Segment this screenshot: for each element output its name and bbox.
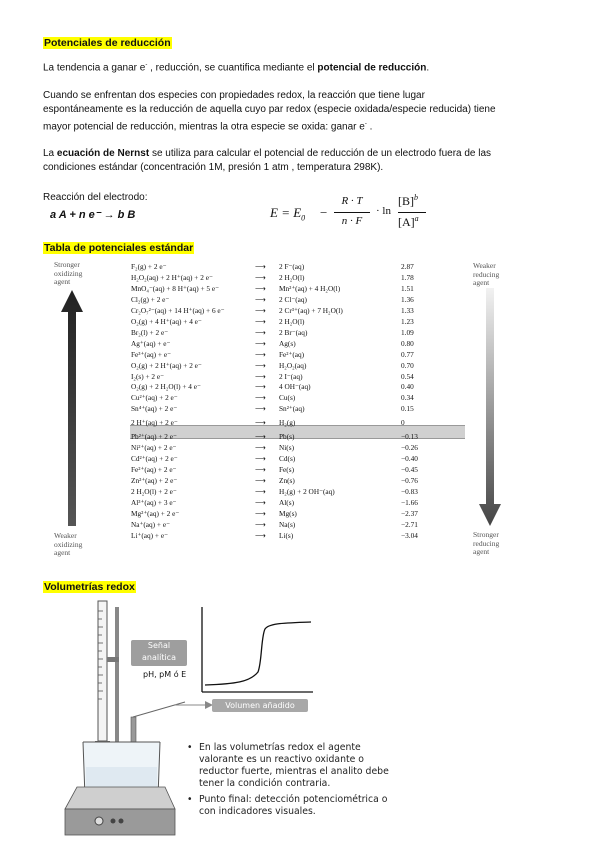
cell-val: 1.78 xyxy=(401,272,414,282)
table-row xyxy=(131,361,511,371)
table-row xyxy=(131,476,511,486)
cell-prod: Ni(s) xyxy=(279,443,294,453)
cell-prod: Mn²⁺(aq) + 4 H₂O(l) xyxy=(279,283,341,293)
cell-prod: Na(s) xyxy=(279,519,296,529)
table-row xyxy=(131,273,511,283)
table-row xyxy=(131,262,511,272)
paragraph-3: La ecuación de Nernst se utiliza para calcular el potencial de reducción de un electrodo fuera de las condiciones estándar (concentración 1M, presión 1 atm , temperatura 298K). xyxy=(43,148,492,173)
cell-arrow: ⟶ xyxy=(255,371,266,381)
cell-arrow: ⟶ xyxy=(255,487,266,496)
cell-prod: H₂(g) xyxy=(279,418,296,428)
label-weaker-reducing: Weaker reducing agent xyxy=(473,261,500,287)
cell-half: Ni²⁺(aq) + 2 e⁻ xyxy=(131,443,177,453)
titration-bullets xyxy=(185,742,415,818)
table-row xyxy=(131,509,511,519)
cell-prod: Ag(s) xyxy=(279,338,296,348)
paragraph-1: La tendencia a ganar e- , reducción, se cuantifica mediante el potencial de reducción. xyxy=(43,62,430,74)
cell-arrow: ⟶ xyxy=(255,418,266,428)
cell-val: −0.76 xyxy=(401,476,418,486)
cell-arrow: ⟶ xyxy=(255,393,266,403)
table-row xyxy=(131,284,511,294)
reaction-label: Reacción del electrodo: xyxy=(43,192,148,203)
table-row xyxy=(131,418,511,428)
cell-half: Na⁺(aq) + e⁻ xyxy=(131,519,170,529)
cell-arrow: ⟶ xyxy=(255,294,266,304)
cell-arrow: ⟶ xyxy=(255,476,266,486)
table-row xyxy=(131,350,511,360)
cell-val: 2.87 xyxy=(401,262,414,271)
cell-half: 2 H⁺(aq) + 2 e⁻ xyxy=(131,418,178,428)
cell-half: F₂(g) + 2 e⁻ xyxy=(131,262,167,271)
cell-arrow: ⟶ xyxy=(255,338,266,348)
table-row xyxy=(131,404,511,414)
cell-half: Fe²⁺(aq) + 2 e⁻ xyxy=(131,465,177,475)
cell-half: Cl₂(g) + 2 e⁻ xyxy=(131,294,170,304)
cell-val: −2.71 xyxy=(401,519,418,529)
cell-half: Pb²⁺(aq) + 2 e⁻ xyxy=(131,432,177,442)
cell-val: −0.26 xyxy=(401,443,418,453)
cell-arrow: ⟶ xyxy=(255,404,266,414)
cell-val: −1.66 xyxy=(401,497,418,507)
cell-val: 0.40 xyxy=(401,382,414,392)
cell-prod: 2 Cr³⁺(aq) + 7 H₂O(l) xyxy=(279,305,343,315)
cell-prod: H₂O₂(aq) xyxy=(279,360,307,370)
cell-val: −0.45 xyxy=(401,465,418,475)
cell-half: 2 H₂O(l) + 2 e⁻ xyxy=(131,487,177,496)
bullet-2: • Punto final: detección potenciométrica o con indicadores visuales. xyxy=(187,794,388,817)
cell-val: 0 xyxy=(401,418,405,428)
table-row xyxy=(131,382,511,392)
table-row xyxy=(131,454,511,464)
cell-arrow: ⟶ xyxy=(255,272,266,282)
cell-half: Zn²⁺(aq) + 2 e⁻ xyxy=(131,476,178,486)
signal-label-box: Señal analítica xyxy=(131,640,187,666)
cell-val: 1.09 xyxy=(401,327,414,337)
table-row xyxy=(131,295,511,305)
cell-half: Cr₂O₇²⁻(aq) + 14 H⁺(aq) + 6 e⁻ xyxy=(131,305,225,315)
label-weaker-oxidizing: Weaker oxidizing agent xyxy=(54,531,83,557)
cell-val: −0.13 xyxy=(401,432,418,442)
cell-prod: Fe²⁺(aq) xyxy=(279,349,305,359)
cell-prod: 2 Br⁻(aq) xyxy=(279,327,308,337)
table-row xyxy=(131,317,511,327)
cell-val: −0.40 xyxy=(401,454,418,464)
section-title-standard-potentials: Tabla de potenciales estándar xyxy=(44,242,194,254)
cell-arrow: ⟶ xyxy=(255,382,266,392)
arrow-up-oxidizing-strength xyxy=(60,290,84,526)
label-stronger-reducing: Stronger reducing agent xyxy=(473,530,500,556)
cell-arrow: ⟶ xyxy=(255,530,266,540)
table-row xyxy=(131,432,511,442)
cell-arrow: ⟶ xyxy=(255,454,266,464)
cell-prod: Li(s) xyxy=(279,530,294,540)
cell-arrow: ⟶ xyxy=(255,443,266,453)
cell-prod: Fe(s) xyxy=(279,465,294,475)
cell-val: 0.70 xyxy=(401,360,414,370)
cell-arrow: ⟶ xyxy=(255,465,266,475)
cell-val: 0.34 xyxy=(401,393,414,403)
table-row xyxy=(131,520,511,530)
cell-val: 1.51 xyxy=(401,283,414,293)
cell-val: −0.83 xyxy=(401,487,418,496)
table-row xyxy=(131,328,511,338)
cell-val: 0.77 xyxy=(401,349,414,359)
cell-val: −3.04 xyxy=(401,530,418,540)
cell-val: 0.54 xyxy=(401,371,414,381)
cell-arrow: ⟶ xyxy=(255,283,266,293)
cell-arrow: ⟶ xyxy=(255,497,266,507)
cell-prod: H₂(g) + 2 OH⁻(aq) xyxy=(279,487,335,496)
cell-arrow: ⟶ xyxy=(255,432,266,442)
label-stronger-oxidizing: Stronger oxidizing agent xyxy=(54,260,83,286)
cell-val: 0.80 xyxy=(401,338,414,348)
table-row xyxy=(131,306,511,316)
cell-prod: Mg(s) xyxy=(279,508,297,518)
paragraph-2: Cuando se enfrentan dos especies con propiedades redox, la reacción que tiene lugar espontáneamente es la reducción de aquella cuyo par redox (especie oxidada/especie reducida) tiene mayor potencial de reducción, mientras la otra especie se oxida: ganar e- . xyxy=(43,90,496,133)
table-row xyxy=(131,393,511,403)
table-row xyxy=(131,487,511,497)
cell-half: Ag⁺(aq) + e⁻ xyxy=(131,338,171,348)
cell-prod: 2 I⁻(aq) xyxy=(279,371,303,381)
table-row xyxy=(131,372,511,382)
cell-arrow: ⟶ xyxy=(255,360,266,370)
cell-arrow: ⟶ xyxy=(255,508,266,518)
cell-prod: Zn(s) xyxy=(279,476,295,486)
cell-val: 1.33 xyxy=(401,305,414,315)
cell-half: MnO₄⁻(aq) + 8 H⁺(aq) + 5 e⁻ xyxy=(131,283,219,293)
cell-arrow: ⟶ xyxy=(255,519,266,529)
cell-half: I₂(s) + 2 e⁻ xyxy=(131,371,164,381)
cell-half: Al³⁺(aq) + 3 e⁻ xyxy=(131,497,177,507)
cell-half: Br₂(l) + 2 e⁻ xyxy=(131,327,169,337)
cell-prod: 2 Cl⁻(aq) xyxy=(279,294,307,304)
signal-units: pH, pM ó E xyxy=(143,670,187,679)
cell-arrow: ⟶ xyxy=(255,316,266,326)
cell-prod: 2 H₂O(l) xyxy=(279,316,305,326)
cell-prod: 2 H₂O(l) xyxy=(279,272,305,282)
nernst-equation: $E = E_0$ − R · T n · F · ln $[B]^b$ $[A]^a$ xyxy=(270,195,440,235)
cell-prod: 2 F⁻(aq) xyxy=(279,262,305,271)
cell-half: Cu²⁺(aq) + 2 e⁻ xyxy=(131,393,178,403)
table-row xyxy=(131,339,511,349)
cell-prod: Cu(s) xyxy=(279,393,296,403)
cell-half: O₂(g) + 4 H⁺(aq) + 4 e⁻ xyxy=(131,316,202,326)
cell-half: Li⁺(aq) + e⁻ xyxy=(131,530,168,540)
cell-prod: Cd(s) xyxy=(279,454,296,464)
cell-prod: 4 OH⁻(aq) xyxy=(279,382,311,392)
cell-val: −2.37 xyxy=(401,508,418,518)
cell-half: O₂(g) + 2 H₂O(l) + 4 e⁻ xyxy=(131,382,201,392)
cell-half: O₂(g) + 2 H⁺(aq) + 2 e⁻ xyxy=(131,360,202,370)
volume-label-box: Volumen añadido xyxy=(212,699,308,712)
cell-arrow: ⟶ xyxy=(255,349,266,359)
cell-val: 1.36 xyxy=(401,294,414,304)
table-row xyxy=(131,443,511,453)
section-title-redox-titrations: Volumetrías redox xyxy=(44,581,135,593)
section-title-reduction-potentials: Potenciales de reducción xyxy=(44,37,171,49)
cell-arrow: ⟶ xyxy=(255,305,266,315)
table-row xyxy=(131,531,511,541)
cell-half: Mg²⁺(aq) + 2 e⁻ xyxy=(131,508,180,518)
cell-half: Sn⁴⁺(aq) + 2 e⁻ xyxy=(131,404,178,414)
cell-prod: Al(s) xyxy=(279,497,294,507)
cell-half: Fe³⁺(aq) + e⁻ xyxy=(131,349,171,359)
cell-prod: Pb(s) xyxy=(279,432,295,442)
table-row xyxy=(131,498,511,508)
bullet-1: • En las volumetrías redox el agente valorante es un reactivo oxidante o reductor fuerte, mientras el analito debe tener la condición contraria. xyxy=(187,742,389,789)
table-row xyxy=(131,465,511,475)
cell-arrow: ⟶ xyxy=(255,262,266,271)
cell-val: 0.15 xyxy=(401,404,414,414)
cell-prod: Sn²⁺(aq) xyxy=(279,404,305,414)
cell-arrow: ⟶ xyxy=(255,327,266,337)
cell-half: Cd²⁺(aq) + 2 e⁻ xyxy=(131,454,178,464)
cell-val: 1.23 xyxy=(401,316,414,326)
cell-half: H₂O₂(aq) + 2 H⁺(aq) + 2 e⁻ xyxy=(131,272,213,282)
reaction-equation: a A + n e⁻ → b B xyxy=(50,209,136,221)
